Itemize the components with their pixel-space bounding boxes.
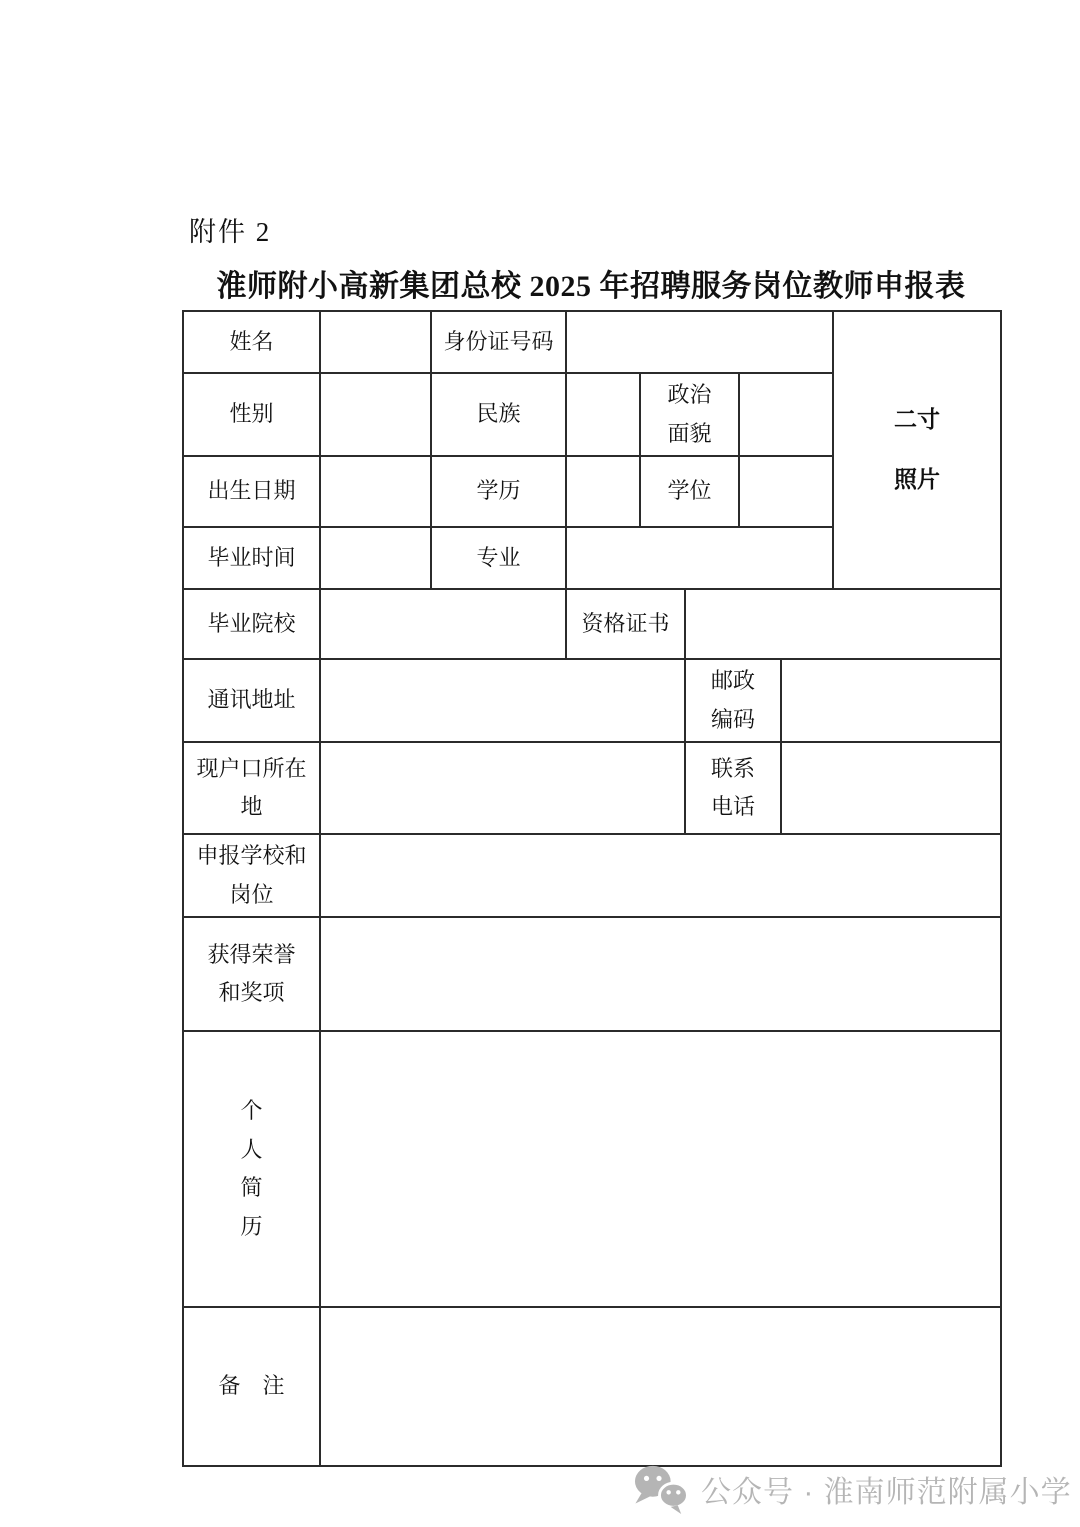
mailing-address-label: 通讯地址 [183, 659, 320, 742]
row-school-qualification [183, 589, 1001, 659]
ethnicity-label: 民族 [431, 373, 566, 456]
contact-phone-label: 联系电话 [685, 742, 781, 834]
application-form-table [182, 310, 1002, 1467]
household-location-label: 现户口所在地 [183, 742, 320, 834]
graduation-time-input-cell [320, 527, 431, 589]
name-input-cell [320, 311, 431, 373]
mailing-address-input-cell [320, 659, 685, 742]
graduation-school-input-cell [320, 589, 566, 659]
photo-text-line2: 照片 [894, 466, 941, 492]
political-status-label: 政治面貌 [640, 373, 739, 456]
page-title: 淮师附小高新集团总校 2025 年招聘服务岗位教师申报表 [216, 270, 966, 303]
row-name-id [183, 311, 1001, 373]
graduation-school-label: 毕业院校 [183, 589, 320, 659]
honors-awards-label: 获得荣誉和奖项 [183, 917, 320, 1031]
qualification-label: 资格证书 [566, 589, 685, 659]
photo-text-gap [839, 435, 995, 465]
graduation-time-label: 毕业时间 [183, 527, 320, 589]
id-number-label: 身份证号码 [431, 311, 566, 373]
remarks-label: 备 注 [183, 1307, 320, 1466]
postal-code-input-cell [781, 659, 1001, 742]
major-input-cell [566, 527, 833, 589]
resume-input-cell [320, 1031, 1001, 1307]
qualification-input-cell [685, 589, 1001, 659]
gender-input-cell [320, 373, 431, 456]
applied-school-position-label: 申报学校和岗位 [183, 834, 320, 917]
household-location-input-cell [320, 742, 685, 834]
photo-text-line1: 二寸 [894, 406, 941, 433]
applied-school-position-input-cell [320, 834, 1001, 917]
photo-placeholder [833, 311, 1001, 589]
honors-awards-input-cell [320, 917, 1001, 1031]
name-label: 姓名 [183, 311, 320, 373]
id-number-input-cell [566, 311, 833, 373]
row-applied-position [183, 834, 1001, 917]
education-label: 学历 [431, 456, 566, 527]
row-honors [183, 917, 1001, 1031]
attachment-label: 附件 2 [189, 217, 272, 247]
major-label: 专业 [431, 527, 566, 589]
row-address-postcode [183, 659, 1001, 742]
row-resume [183, 1031, 1001, 1307]
row-household-phone [183, 742, 1001, 834]
political-status-input-cell [739, 373, 833, 456]
birth-date-label: 出生日期 [183, 456, 320, 527]
education-input-cell [566, 456, 640, 527]
remarks-input-cell [320, 1307, 1001, 1466]
degree-label: 学位 [640, 456, 739, 527]
contact-phone-input-cell [781, 742, 1001, 834]
resume-label: 个人简历 [183, 1031, 320, 1307]
row-remarks [183, 1307, 1001, 1466]
gender-label: 性别 [183, 373, 320, 456]
ethnicity-input-cell [566, 373, 640, 456]
watermark-footer [631, 1464, 1072, 1514]
wechat-icon [631, 1463, 689, 1515]
wechat-account-label: 公众号 · 淮南师范附属小学 [701, 1476, 1072, 1509]
birth-date-input-cell [320, 456, 431, 527]
degree-input-cell [739, 456, 833, 527]
postal-code-label: 邮政编码 [685, 659, 781, 742]
